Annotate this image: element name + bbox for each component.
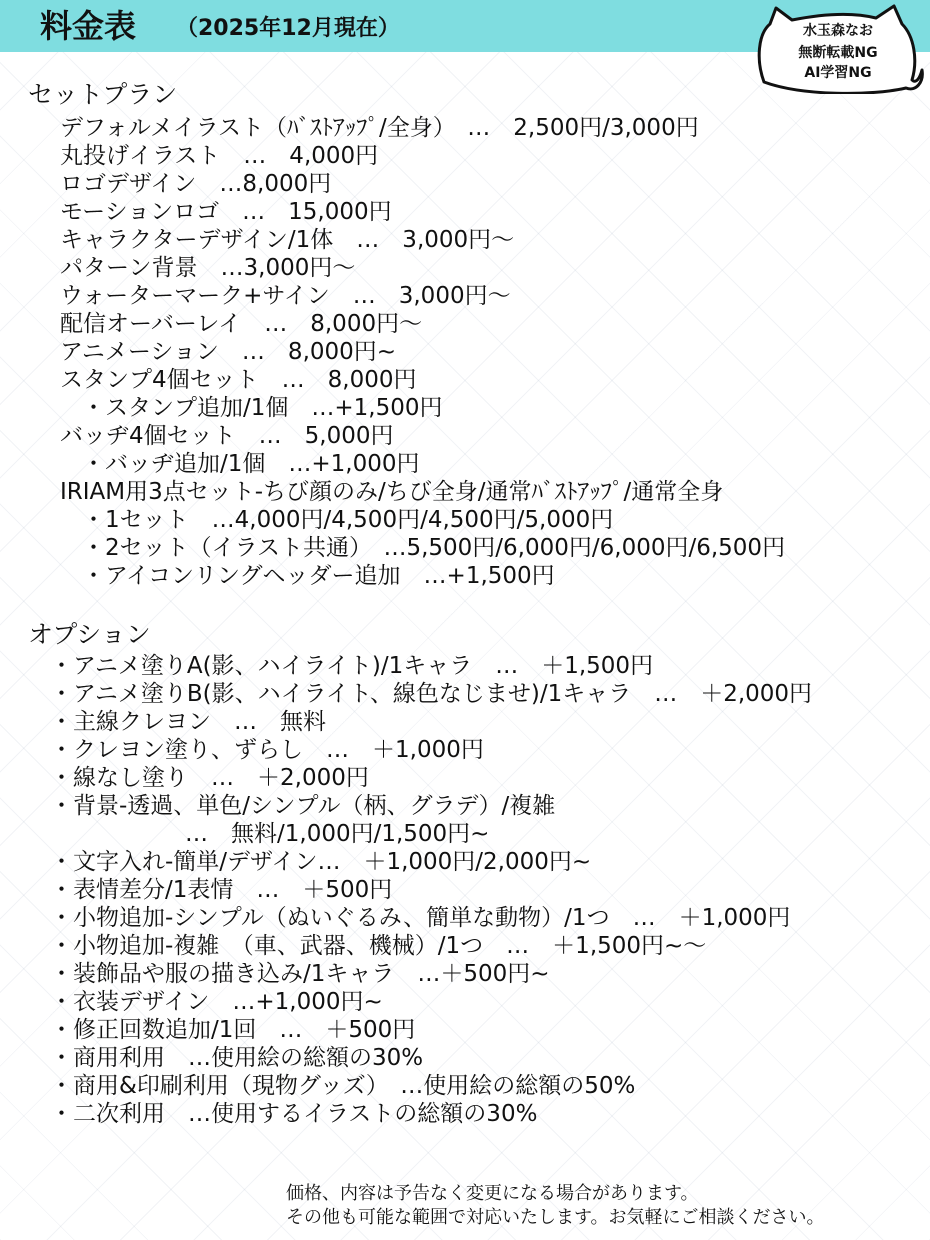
list-item: モーションロゴ … 15,000円 <box>60 199 392 225</box>
list-item: パターン背景 …3,000円～ <box>60 255 356 281</box>
list-item: ロゴデザイン …8,000円 <box>60 171 332 197</box>
list-item: ・衣装デザイン …+1,000円~ <box>50 989 383 1015</box>
footer-note-price-change: 価格、内容は予告なく変更になる場合があります。 <box>286 1183 699 1204</box>
stamp-no-ai: AI学習NG <box>804 65 872 81</box>
stamp-no-repost: 無断転載NG <box>798 45 878 61</box>
list-item: ・二次利用 …使用するイラストの総額の30% <box>50 1101 538 1127</box>
watermark-stamp <box>752 4 924 94</box>
list-item: キャラクターデザイン/1体 … 3,000円～ <box>60 227 515 253</box>
page-title: 料金表 <box>40 7 137 45</box>
list-item: ・1セット …4,000円/4,500円/4,500円/5,000円 <box>82 507 614 533</box>
list-item: ・アニメ塗りB(影、ハイライト、線色なじませ)/1キャラ … ＋2,000円 <box>50 681 813 707</box>
list-item: … 無料/1,000円/1,500円~ <box>185 821 490 847</box>
options-heading: オプション <box>28 620 151 649</box>
list-item: ・商用利用 …使用絵の総額の30% <box>50 1045 424 1071</box>
list-item: ・小物追加-シンプル（ぬいぐるみ、簡単な動物）/1つ … ＋1,000円 <box>50 905 791 931</box>
list-item: ・表情差分/1表情 … ＋500円 <box>50 877 393 903</box>
list-item: ・クレヨン塗り、ずらし … ＋1,000円 <box>50 737 484 763</box>
list-item: ・主線クレヨン … 無料 <box>50 709 326 735</box>
list-item: バッヂ4個セット … 5,000円 <box>60 423 394 449</box>
list-item: 配信オーバーレイ … 8,000円～ <box>60 311 423 337</box>
list-item: ・装飾品や服の描き込み/1キャラ …＋500円~ <box>50 961 550 987</box>
list-item: ・修正回数追加/1回 … ＋500円 <box>50 1017 416 1043</box>
list-item: ・2セット（イラスト共通） …5,500円/6,000円/6,000円/6,500円 <box>82 535 786 561</box>
list-item: ・背景-透過、単色/シンプル（柄、グラデ）/複雑 <box>50 793 556 819</box>
list-item: デフォルメイラスト（ﾊﾞｽﾄｱｯﾌﾟ/全身） … 2,500円/3,000円 <box>60 115 699 141</box>
page-subtitle: （2025年12月現在） <box>176 16 400 41</box>
list-item: ・スタンプ追加/1個 …+1,500円 <box>82 395 443 421</box>
list-item: アニメーション … 8,000円~ <box>60 339 397 365</box>
list-item: ・小物追加-複雑 （車、武器、機械）/1つ … ＋1,500円~～ <box>50 933 707 959</box>
list-item: スタンプ4個セット … 8,000円 <box>60 367 417 393</box>
list-item: IRIAM用3点セット-ちび顔のみ/ちび全身/通常ﾊﾞｽﾄｱｯﾌﾟ/通常全身 <box>60 479 724 505</box>
list-item: ・商用&印刷利用（現物グッズ） …使用絵の総額の50% <box>50 1073 636 1099</box>
list-item: ・アイコンリングヘッダー追加 …+1,500円 <box>82 563 555 589</box>
list-item: ・アニメ塗りA(影、ハイライト)/1キャラ … ＋1,500円 <box>50 653 654 679</box>
stamp-author: 水玉森なお <box>803 23 873 39</box>
list-item: 丸投げイラスト … 4,000円 <box>60 143 379 169</box>
list-item: ・文字入れ-簡単/デザイン… ＋1,000円/2,000円~ <box>50 849 592 875</box>
list-item: ウォーターマーク+サイン … 3,000円～ <box>60 283 511 309</box>
list-item: ・バッヂ追加/1個 …+1,000円 <box>82 451 420 477</box>
footer-note-contact: その他も可能な範囲で対応いたします。お気軽にご相談ください。 <box>286 1207 825 1228</box>
set-plan-heading: セットプラン <box>28 80 178 109</box>
list-item: ・線なし塗り … ＋2,000円 <box>50 765 369 791</box>
